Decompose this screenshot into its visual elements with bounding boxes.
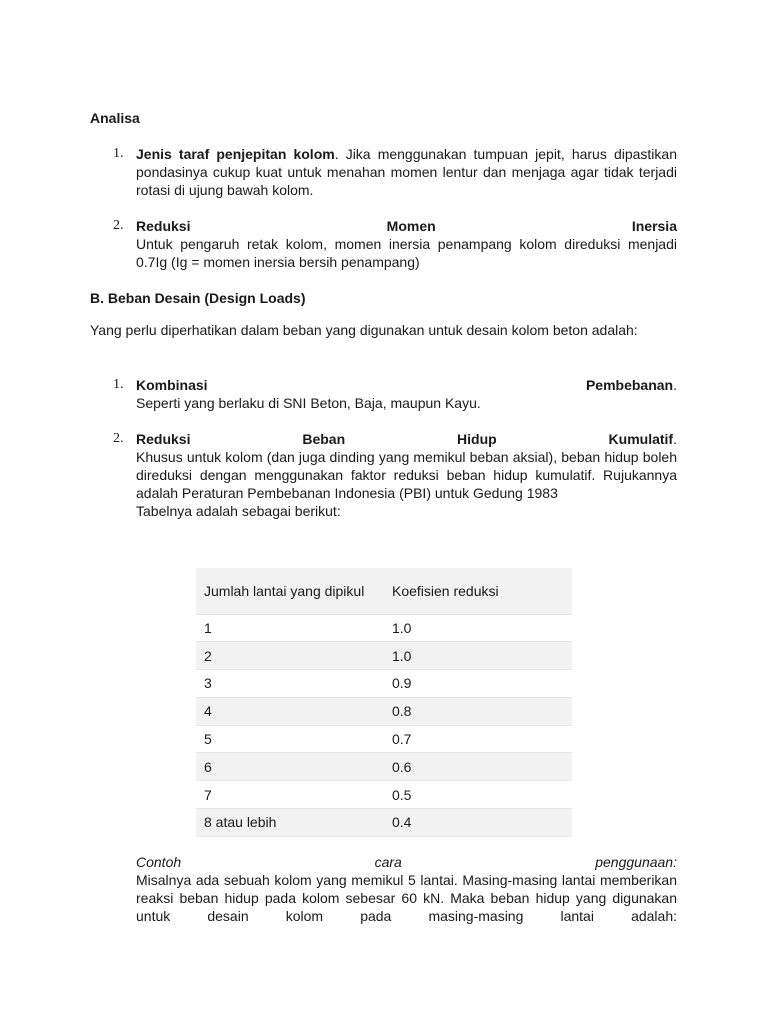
example-heading xyxy=(136,853,677,871)
table-cell: 1 xyxy=(204,619,212,636)
table-row xyxy=(196,781,572,809)
example-word: penggunaan: xyxy=(595,854,677,870)
table-cell: 1.0 xyxy=(392,619,412,636)
reduction-table xyxy=(196,568,572,837)
list-item-text-table-intro: Tabelnya adalah sebagai berikut: xyxy=(136,503,341,519)
reduction-table-wrapper xyxy=(196,568,572,837)
title-word: Inersia xyxy=(631,218,677,234)
list-item-text: Untuk pengaruh retak kolom, momen inersia penampang kolom direduksi menjadi 0.7Ig (Ig = momen inersia bersih penampang) xyxy=(136,236,677,270)
list-number: 1. xyxy=(113,146,124,161)
table-row xyxy=(196,614,572,642)
title-word: Momen xyxy=(386,218,436,234)
title-suffix: . xyxy=(673,431,677,447)
table-cell: 4 xyxy=(204,703,212,720)
title-word-group xyxy=(609,430,677,448)
table-cell: 3 xyxy=(204,675,212,692)
list-item-text: . Jika menggunakan tumpuan jepit, harus dipastikan pondasinya cukup kuat untuk menahan momen lentur dan menjaga agar tidak terjadi rotasi di ujung bawah kolom. xyxy=(136,146,677,198)
table-row xyxy=(196,697,572,725)
example-word: cara xyxy=(374,854,402,870)
title-word: Beban xyxy=(302,431,346,447)
section-title-beban-desain: B. Beban Desain (Design Loads) xyxy=(90,290,306,306)
title-word: Kombinasi xyxy=(136,377,208,393)
section-title-analisa: Analisa xyxy=(90,110,140,126)
title-suffix: . xyxy=(673,377,677,393)
title-word: Reduksi xyxy=(136,218,191,234)
table-cell: 0.9 xyxy=(392,675,412,692)
table-cell: 0.5 xyxy=(392,786,412,803)
example-text: Misalnya ada sebuah kolom yang memikul 5 lantai. Masing-masing lantai memberikan reaksi beban hidup pada kolom sebesar 60 kN. Maka beban hidup yang digunakan untuk desain kolom pada masing-masing lantai adalah: xyxy=(136,872,677,924)
title-word: Kumulatif xyxy=(608,431,674,447)
table-row xyxy=(196,809,572,837)
table-cell: 7 xyxy=(204,786,212,803)
list-item-title-reduksi-beban xyxy=(136,430,677,448)
intro-paragraph: Yang perlu diperhatikan dalam beban yang digunakan untuk desain kolom beton adalah: xyxy=(90,322,638,338)
list-item-text: Seperti yang berlaku di SNI Beton, Baja, maupun Kayu. xyxy=(136,395,481,411)
title-word-group xyxy=(586,376,677,394)
title-word: Reduksi xyxy=(136,431,191,447)
table-cell: 2 xyxy=(204,647,212,664)
table-row xyxy=(196,725,572,753)
table-row xyxy=(196,753,572,781)
table-cell: 0.6 xyxy=(392,758,412,775)
table-header-cell: Koefisien reduksi xyxy=(392,582,499,599)
table-cell: 6 xyxy=(204,758,212,775)
table-row xyxy=(196,670,572,698)
table-cell: 0.8 xyxy=(392,703,412,720)
table-cell: 0.4 xyxy=(392,814,412,831)
table-header-row xyxy=(196,568,572,614)
example-word: Contoh xyxy=(136,854,182,870)
table-cell: 1.0 xyxy=(392,647,412,664)
table-cell: 8 atau lebih xyxy=(204,814,277,831)
list-number: 2. xyxy=(113,431,124,446)
list-item-title-kombinasi xyxy=(136,376,677,394)
list-number: 1. xyxy=(113,377,124,392)
table-row xyxy=(196,642,572,670)
list-item-bold-title: Jenis taraf penjepitan kolom xyxy=(136,146,335,162)
list-item-title-reduksi-momen xyxy=(136,217,677,235)
title-word: Pembebanan xyxy=(585,377,674,393)
table-cell: 0.7 xyxy=(392,731,412,748)
list-item-text: Khusus untuk kolom (dan juga dinding yang memikul beban aksial), beban hidup boleh direduksi dengan menggunakan faktor reduksi beban hidup kumulatif. Rujukannya adalah Peraturan Pembebanan Indonesia (PBI) untuk Gedung 1983 xyxy=(136,449,677,501)
table-header-cell: Jumlah lantai yang dipikul xyxy=(204,582,365,599)
list-item-jenis-taraf xyxy=(136,145,677,199)
table-cell: 5 xyxy=(204,731,212,748)
title-word: Hidup xyxy=(457,431,497,447)
list-number: 2. xyxy=(113,218,124,233)
